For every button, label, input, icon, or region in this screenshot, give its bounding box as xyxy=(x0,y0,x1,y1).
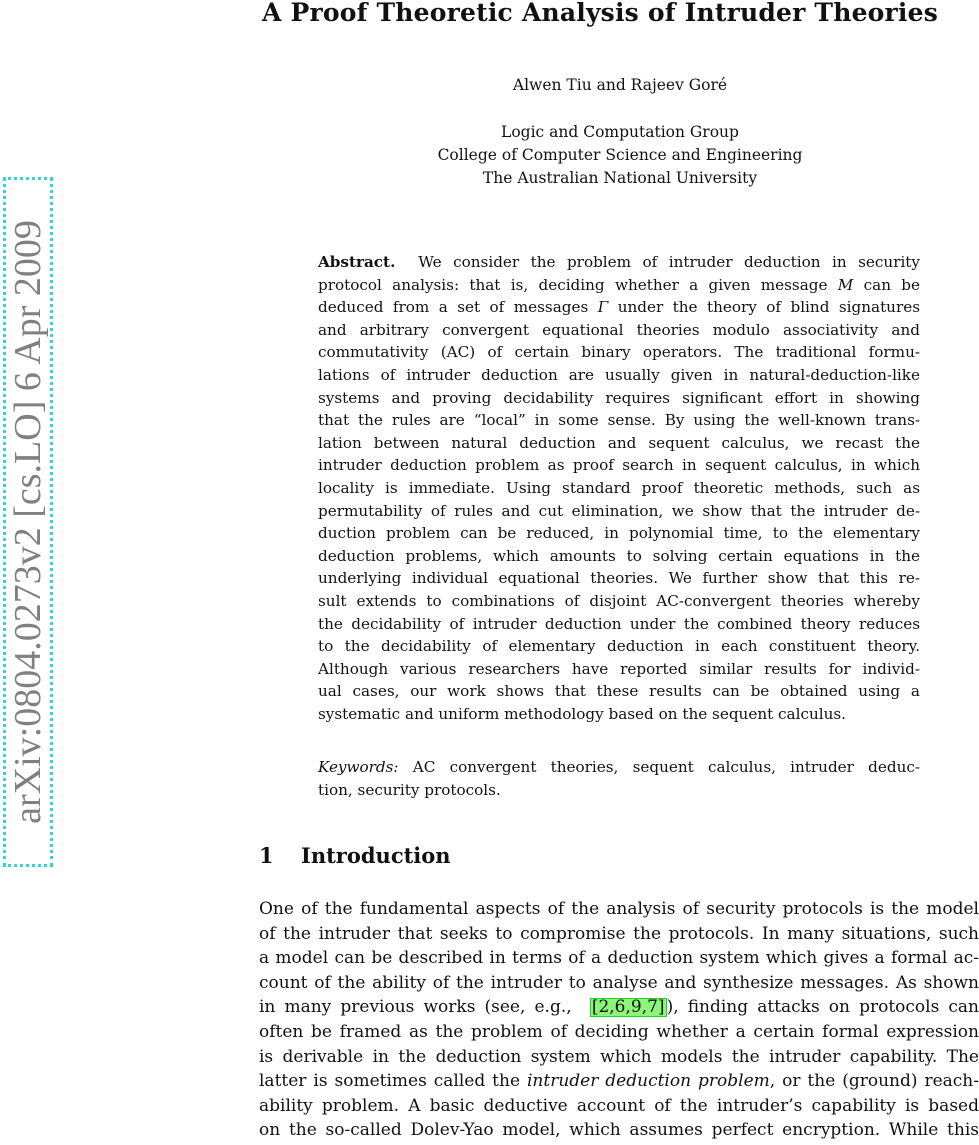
text-span: the decidability of intruder deduction under the combined theory reduces xyxy=(318,614,920,633)
keywords xyxy=(318,756,920,801)
text-span: locality is immediate. Using standard proof theoretic methods, such as xyxy=(318,478,920,497)
affiliation-line: The Australian National University xyxy=(482,169,758,187)
text-line xyxy=(259,1094,979,1119)
text-span: We consider the problem of intruder deduction in security xyxy=(395,253,920,271)
text-span: commutativity (AC) of certain binary operators. The traditional formu- xyxy=(318,343,920,362)
text-span: a model can be described in terms of a deduction system which gives a formal ac- xyxy=(259,948,979,969)
text-span: systems and proving decidability requires significant effort in showing xyxy=(318,388,920,407)
text-span: AC convergent theories, sequent calculus, intruder deduc- xyxy=(398,758,920,776)
text-span: deduced from a set of messages xyxy=(318,298,598,317)
text-line xyxy=(318,274,920,297)
text-span: duction problem can be reduced, in polynomial time, to the elementary xyxy=(318,524,920,543)
affiliation xyxy=(300,121,940,190)
arxiv-stamp-text: arXiv:0804.0273v2 [cs.LO] 6 Apr 2009 xyxy=(7,220,49,824)
text-span: is derivable in the deduction system which models the intruder capability. The xyxy=(259,1046,979,1067)
body-text xyxy=(259,897,979,1143)
text-span: often be framed as the problem of deciding whether a certain formal expression xyxy=(259,1021,979,1042)
text-line xyxy=(259,1118,979,1143)
text-span: systematic and uniform methodology based on the sequent calculus. xyxy=(318,704,846,723)
text-line xyxy=(259,1020,979,1045)
text-span: tion, security protocols. xyxy=(318,780,501,799)
arxiv-stamp xyxy=(3,177,53,867)
section-heading xyxy=(259,843,451,868)
emphasis-text: M xyxy=(837,275,854,294)
text-span: that the rules are “local” in some sense. By using the well-known trans- xyxy=(318,411,920,430)
text-line xyxy=(259,971,979,996)
text-span: One of the fundamental aspects of the analysis of security protocols is the model xyxy=(259,899,979,919)
text-line xyxy=(318,756,920,779)
text-span: latter is sometimes called the xyxy=(259,1071,527,1092)
text-line xyxy=(318,387,920,410)
text-line xyxy=(318,296,920,319)
text-line xyxy=(318,590,920,613)
text-span: can be xyxy=(853,275,920,294)
text-line xyxy=(259,1069,979,1094)
text-line xyxy=(318,477,920,500)
citation-link[interactable]: [2,6,9,7] xyxy=(591,997,665,1018)
text-span: and arbitrary convergent equational theories modulo associativity and xyxy=(318,320,920,339)
emphasis-text: Keywords: xyxy=(318,758,399,776)
affiliation-line: College of Computer Science and Engineering xyxy=(437,146,803,164)
text-span: ual cases, our work shows that these results can be obtained using a xyxy=(318,682,920,701)
text-line xyxy=(318,613,920,636)
text-line xyxy=(318,319,920,342)
text-line xyxy=(259,946,979,971)
text-line xyxy=(259,1045,979,1070)
text-line xyxy=(318,522,920,545)
text-line xyxy=(259,897,979,922)
text-line xyxy=(318,680,920,703)
affiliation-line: Logic and Computation Group xyxy=(501,123,739,141)
paper-title: A Proof Theoretic Analysis of Intruder Theories xyxy=(262,0,939,27)
text-line xyxy=(318,251,920,274)
abstract xyxy=(318,251,920,725)
section-number: 1 xyxy=(259,843,274,868)
text-span: permutability of rules and cut elimination, we show that the intruder de- xyxy=(318,501,920,520)
text-span: to the decidability of elementary deduction in each constituent theory. xyxy=(318,637,920,656)
text-line xyxy=(318,779,920,802)
text-span: sult extends to combinations of disjoint AC-convergent theories whereby xyxy=(318,591,920,610)
text-span: of the intruder that seeks to compromise the protocols. In many situations, such xyxy=(259,923,979,944)
authors: Alwen Tiu and Rajeev Goré xyxy=(512,76,728,94)
section-title: Introduction xyxy=(301,843,451,868)
text-span: underlying individual equational theories. We further show that this re- xyxy=(318,569,920,588)
text-line xyxy=(259,995,979,1020)
emphasis-text: Γ xyxy=(597,298,609,317)
text-line xyxy=(318,567,920,590)
text-line xyxy=(318,500,920,523)
text-line xyxy=(318,454,920,477)
text-span: , or the (ground) reach- xyxy=(769,1071,979,1092)
text-span: on the so-called Dolev-Yao model, which assumes perfect encryption. While this xyxy=(259,1120,979,1141)
text-line xyxy=(318,364,920,387)
abstract-label: Abstract. xyxy=(318,253,396,271)
text-span: count of the ability of the intruder to analyse and synthesize messages. As shown xyxy=(259,972,979,993)
text-line xyxy=(318,703,920,726)
text-span: deduction problems, which amounts to solving certain equations in the xyxy=(318,546,920,565)
text-span: lations of intruder deduction are usually given in natural-deduction-like xyxy=(318,365,920,384)
text-line xyxy=(318,432,920,455)
text-line xyxy=(318,658,920,681)
text-line xyxy=(318,635,920,658)
text-span: ), finding attacks on protocols can xyxy=(666,997,979,1018)
text-span: protocol analysis: that is, deciding whether a given message xyxy=(318,275,838,294)
text-span: intruder deduction problem as proof search in sequent calculus, in which xyxy=(318,456,920,475)
text-span: in many previous works (see, e.g., xyxy=(259,997,590,1018)
text-line xyxy=(318,341,920,364)
text-span: ability problem. A basic deductive account of the intruder’s capability is based xyxy=(259,1095,979,1116)
text-line xyxy=(318,545,920,568)
emphasis-text: intruder deduction problem xyxy=(526,1071,770,1092)
text-line xyxy=(259,922,979,947)
text-line xyxy=(318,409,920,432)
text-span: lation between natural deduction and sequent calculus, we recast the xyxy=(318,433,920,452)
text-span: under the theory of blind signatures xyxy=(608,298,920,317)
text-span: Although various researchers have reported similar results for individ- xyxy=(318,659,920,678)
